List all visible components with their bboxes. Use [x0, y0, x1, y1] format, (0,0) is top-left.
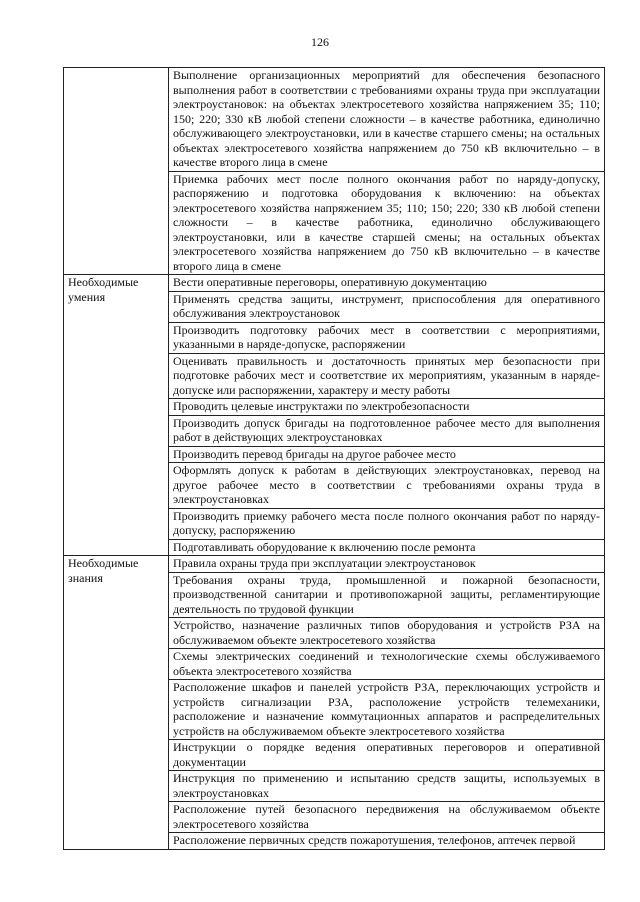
table-row	[64, 275, 605, 292]
section-label-skills: Необходимые умения	[64, 275, 169, 556]
row-text: Схемы электрических соединений и технологические схемы обслуживаемого объекта электросетевого хозяйства	[169, 649, 605, 680]
row-text: Устройство, назначение различных типов оборудования и устройств РЗА на обслуживаемом объекте электросетевого хозяйства	[169, 618, 605, 649]
table-row	[64, 556, 605, 573]
row-text: Расположение шкафов и панелей устройств РЗА, переключающих устройств и устройств сигнализации РЗА, расположение устройств телемеханики, расположение и назначение коммутационных аппаратов и распределительных устройств на обслуживаемом объекте электросетевого хозяйства	[169, 680, 605, 740]
row-label	[64, 68, 169, 275]
row-text: Приемка рабочих мест после полного окончания работ по наряду-допуску, распоряжению и подготовка оборудования к включению: на объектах электросетевого хозяйства напряжением 35; 110; 150; 220; 330 кВ любой степени сложности – в качестве работника, единолично обслуживающего электроустановки, или в качестве старшей смены; на остальных объектах электросетевого хозяйства напряжением до 750 кВ включительно – в качестве второго лица в смене	[169, 171, 605, 275]
row-text: Расположение путей безопасного передвижения на обслуживаемом объекте электросетевого хозяйства	[169, 802, 605, 833]
row-text: Расположение первичных средств пожаротушения, телефонов, аптечек первой	[169, 833, 605, 850]
row-text: Производить приемку рабочего места после полного окончания работ по наряду-допуску, распоряжению	[169, 508, 605, 539]
row-text: Оформлять допуск к работам в действующих электроустановках, перевод на другое рабочее место в соответствии с требованиями охраны труда в электроустановках	[169, 463, 605, 509]
row-text: Вести оперативные переговоры, оперативную документацию	[169, 275, 605, 292]
table-row	[64, 68, 605, 172]
section-label-knowledge: Необходимые знания	[64, 556, 169, 850]
row-text: Инструкции о порядке ведения оперативных переговоров и оперативной документации	[169, 740, 605, 771]
row-text: Производить допуск бригады на подготовленное рабочее место для выполнения работ в действующих электроустановках	[169, 415, 605, 446]
competency-table	[63, 67, 605, 850]
row-text: Требования охраны труда, промышленной и пожарной безопасности, производственной санитарии и противопожарной защиты, регламентирующие деятельность по трудовой функции	[169, 572, 605, 618]
row-text: Проводить целевые инструктажи по электробезопасности	[169, 399, 605, 416]
row-text: Применять средства защиты, инструмент, приспособления для оперативного обслуживания электроустановок	[169, 291, 605, 322]
row-text: Инструкция по применению и испытанию средств защиты, используемых в электроустановках	[169, 771, 605, 802]
page-number: 126	[311, 35, 329, 49]
row-text: Правила охраны труда при эксплуатации электроустановок	[169, 556, 605, 573]
row-text: Производить подготовку рабочих мест в соответствии с мероприятиями, указанными в наряде-допуске, распоряжении	[169, 322, 605, 353]
row-text: Подготавливать оборудование к включению после ремонта	[169, 539, 605, 556]
row-text: Производить перевод бригады на другое рабочее место	[169, 446, 605, 463]
row-text: Оценивать правильность и достаточность принятых мер безопасности при подготовке рабочих мест и соответствие их мероприятиям, указанным в наряде-допуске или распоряжении, характеру и месту работы	[169, 353, 605, 399]
row-text: Выполнение организационных мероприятий для обеспечения безопасного выполнения работ в соответствии с требованиями охраны труда при эксплуатации электроустановок: на объектах электросетевого хозяйства напряжением 35; 110; 150; 220; 330 кВ любой степени сложности – в качестве работника, единолично обслуживающего электроустановки, или в качестве старшего смены; на остальных объектах электросетевого хозяйства напряжением до 750 кВ включительно – в качестве второго лица в смене	[169, 68, 605, 172]
